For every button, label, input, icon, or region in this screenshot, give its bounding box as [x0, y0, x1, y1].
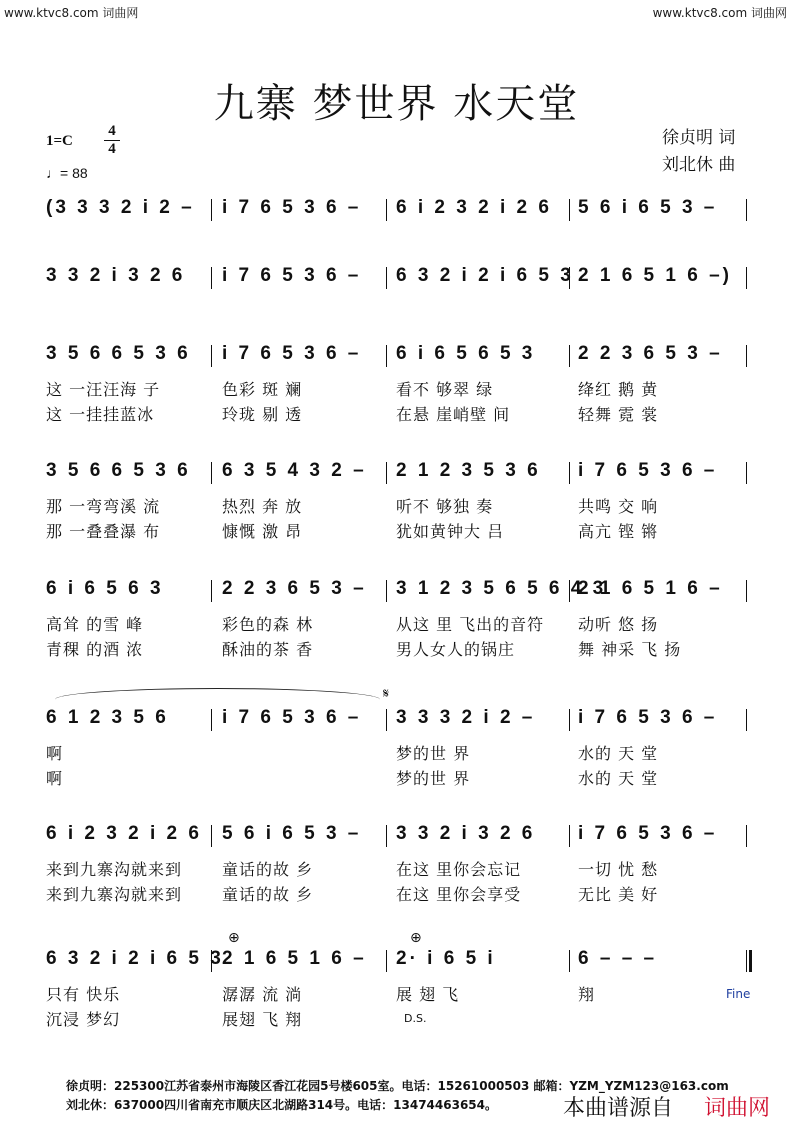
lyric-verse-1: 水的 天 堂	[578, 744, 659, 763]
lyric-verse-2: 青稞 的酒 浓	[46, 640, 144, 659]
ds-mark: D.S.	[404, 1012, 427, 1025]
time-signature	[104, 124, 120, 157]
lyric-verse-2: 舞 神采 飞 扬	[578, 640, 682, 659]
coda-mark-2: ⊕	[410, 930, 422, 946]
bar-line	[211, 580, 212, 602]
lyric-verse-2: 轻舞 霓 裳	[578, 405, 659, 424]
measure-notes: 6 1 2 3 5 6	[46, 707, 169, 728]
lyric-verse-1: 这 一汪汪海 子	[46, 380, 161, 399]
measure-notes: 6 3 5 4 3 2 –	[222, 460, 367, 481]
measure-notes: 2 1 2 3 5 3 6	[396, 460, 541, 481]
measure-notes: i 7 6 5 3 6 –	[578, 707, 718, 728]
quarter-note-icon: ♩	[46, 165, 60, 181]
lyric-verse-1: 高耸 的雪 峰	[46, 615, 144, 634]
bar-line	[746, 199, 747, 221]
bar-line	[746, 709, 747, 731]
bar-line	[211, 199, 212, 221]
measure-notes: 6 i 2 3 2 i 2 6	[46, 823, 202, 844]
key-signature: 1=C	[46, 133, 73, 149]
bar-line	[746, 825, 747, 847]
lyric-verse-2: 玲珑 剔 透	[222, 405, 303, 424]
lyric-verse-2: 来到九寨沟就来到	[46, 885, 183, 904]
bar-line	[569, 709, 570, 731]
bar-line	[211, 267, 212, 289]
bar-line	[569, 950, 570, 972]
measure-notes: 2 1 6 5 1 6 –	[578, 578, 723, 599]
time-signature-bottom: 4	[108, 141, 116, 157]
lyric-verse-1: 在这 里你会忘记	[396, 860, 522, 879]
measure-notes: 3 3 2 i 3 2 6	[46, 265, 186, 286]
bar-line	[386, 950, 387, 972]
bar-line	[746, 580, 747, 602]
measure-notes: 5 6 i 6 5 3 –	[222, 823, 362, 844]
measure-notes: 6 – – –	[578, 948, 658, 969]
measure-notes: 3 5 6 6 5 3 6	[46, 460, 191, 481]
bar-line	[386, 462, 387, 484]
site-watermark-right: www.ktvc8.com 词曲网	[652, 6, 787, 20]
measure-notes: 3 3 3 2 i 2 –	[396, 707, 536, 728]
bar-line	[386, 267, 387, 289]
measure-notes: i 7 6 5 3 6 –	[222, 197, 362, 218]
site-watermark-left: www.ktvc8.com 词曲网	[4, 6, 139, 20]
lyric-verse-1: 童话的故 乡	[222, 860, 314, 879]
bar-line	[746, 462, 747, 484]
measure-notes: (3 3 3 2 i 2 –	[46, 197, 195, 218]
coda-mark-1: ⊕	[228, 930, 240, 946]
measure-notes: i 7 6 5 3 6 –	[578, 460, 718, 481]
lyric-verse-1: 潺潺 流 淌	[222, 985, 303, 1004]
measure-notes: i 7 6 5 3 6 –	[222, 707, 362, 728]
measure-notes: 5 6 i 6 5 3 –	[578, 197, 718, 218]
lyric-verse-1: 展 翅 飞	[396, 985, 460, 1004]
lyric-verse-1: 彩色的森 林	[222, 615, 314, 634]
lyric-verse-1: 听不 够独 奏	[396, 497, 494, 516]
bar-line	[386, 709, 387, 731]
lyric-verse-2: 水的 天 堂	[578, 769, 659, 788]
segno-mark: 𝄋	[383, 686, 390, 702]
lyric-verse-2: 啊	[46, 769, 64, 788]
lyric-verse-2: 在悬 崖峭壁 间	[396, 405, 511, 424]
measure-notes: 6 3 2 i 2 i 6 5 3	[46, 948, 224, 969]
bar-line	[569, 462, 570, 484]
measure-notes: 2 1 6 5 1 6 –)	[578, 265, 732, 286]
lyric-verse-2: 这 一挂挂蓝冰	[46, 405, 155, 424]
bar-line	[386, 580, 387, 602]
time-signature-top: 4	[108, 123, 116, 139]
lyric-verse-1: 梦的世 界	[396, 744, 471, 763]
tempo-value: = 88	[60, 165, 88, 181]
lyric-verse-1: 动听 悠 扬	[578, 615, 659, 634]
bar-line	[746, 345, 747, 367]
footer-contact-composer: 刘北休：637000四川省南充市顺庆区北湖路314号。电话：13474463654。	[66, 1098, 497, 1112]
measure-notes: i 7 6 5 3 6 –	[578, 823, 718, 844]
measure-notes: 3 3 2 i 3 2 6	[396, 823, 536, 844]
lyric-verse-2: 在这 里你会享受	[396, 885, 522, 904]
final-double-bar	[749, 950, 752, 972]
measure-notes: 2· i 6 5 i	[396, 948, 496, 969]
lyric-verse-2: 童话的故 乡	[222, 885, 314, 904]
bar-line	[746, 950, 747, 972]
lyric-verse-1: 热烈 奔 放	[222, 497, 303, 516]
bar-line	[386, 825, 387, 847]
lyric-verse-2: 酥油的茶 香	[222, 640, 314, 659]
lyric-verse-2: 无比 美 好	[578, 885, 659, 904]
lyric-verse-1: 来到九寨沟就来到	[46, 860, 183, 879]
lyric-verse-2: 那 一叠叠瀑 布	[46, 522, 161, 541]
lyric-verse-2: 慷慨 激 昂	[222, 522, 303, 541]
lyric-verse-1: 从这 里 飞出的音符	[396, 615, 545, 634]
lyric-verse-2: 梦的世 界	[396, 769, 471, 788]
footer-contact-lyricist: 徐贞明：225300江苏省泰州市海陵区香江花园5号楼605室。电话：15261000503 邮箱：YZM_YZM123@163.com	[66, 1079, 729, 1093]
lyric-verse-1: 啊	[46, 744, 64, 763]
song-title: 九寨 梦世界 水天堂	[213, 81, 580, 127]
long-slur	[55, 688, 380, 711]
bar-line	[211, 462, 212, 484]
lyric-verse-1: 一切 忧 愁	[578, 860, 659, 879]
lyric-verse-2: 男人女人的锅庄	[396, 640, 516, 659]
fine-mark: Fine	[726, 987, 751, 1001]
bar-line	[386, 345, 387, 367]
source-label: 本曲谱源自	[563, 1096, 674, 1121]
lyric-verse-2: 犹如黄钟大 吕	[396, 522, 505, 541]
lyric-verse-1: 色彩 斑 斓	[222, 380, 303, 399]
measure-notes: 2 2 3 6 5 3 –	[578, 343, 723, 364]
lyric-verse-1: 共鸣 交 响	[578, 497, 659, 516]
lyricist-credit: 徐贞明 词	[662, 128, 736, 148]
lyric-verse-1: 那 一弯弯溪 流	[46, 497, 161, 516]
lyric-verse-1: 翔	[578, 985, 596, 1004]
measure-notes: 3 5 6 6 5 3 6	[46, 343, 191, 364]
lyric-verse-1: 看不 够翠 绿	[396, 380, 494, 399]
lyric-verse-2: 高亢 铿 锵	[578, 522, 659, 541]
measure-notes: 6 i 6 5 6 3	[46, 578, 164, 599]
source-site-name: 词曲网	[704, 1096, 771, 1121]
measure-notes: 6 i 6 5 6 5 3	[396, 343, 536, 364]
measure-notes: 2 2 3 6 5 3 –	[222, 578, 367, 599]
measure-notes: i 7 6 5 3 6 –	[222, 343, 362, 364]
bar-line	[746, 267, 747, 289]
bar-line	[569, 825, 570, 847]
bar-line	[569, 345, 570, 367]
measure-notes: i 7 6 5 3 6 –	[222, 265, 362, 286]
lyric-verse-1: 只有 快乐	[46, 985, 121, 1004]
measure-notes: 6 i 2 3 2 i 2 6	[396, 197, 552, 218]
measure-notes: 2 1 6 5 1 6 –	[222, 948, 367, 969]
measure-notes: 6 3 2 i 2 i 6 5 3	[396, 265, 574, 286]
lyric-verse-2: 沉浸 梦幻	[46, 1010, 121, 1029]
tempo-marking	[46, 165, 88, 181]
measure-notes: 3 1 2 3 5 6 5 6 4 3	[396, 578, 607, 599]
composer-credit: 刘北休 曲	[662, 155, 736, 175]
lyric-verse-2: 展翅 飞 翔	[222, 1010, 303, 1029]
bar-line	[211, 825, 212, 847]
bar-line	[211, 345, 212, 367]
lyric-verse-1: 绛红 鹅 黄	[578, 380, 659, 399]
bar-line	[386, 199, 387, 221]
bar-line	[211, 709, 212, 731]
bar-line	[569, 199, 570, 221]
